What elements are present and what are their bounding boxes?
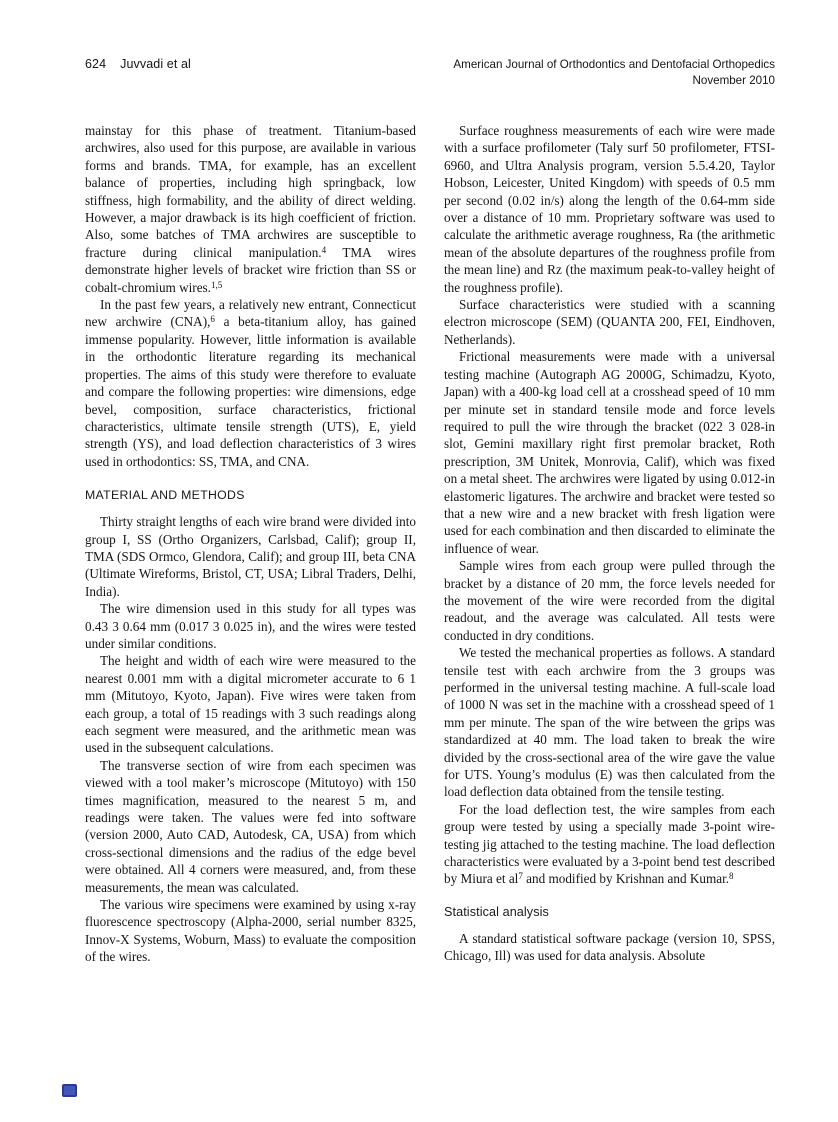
paragraph-surface-roughness: Surface roughness measurements of each wire were made with a surface profilometer (Taly surf 50 profilometer, FTSI-6960, and Ultra Analysis program, version 5.5.4.20, Taylor Hobson, Leicester, United Kingdom) with speeds of 0.5 mm per second (0.02 in/s) along the length of the 0.64-mm side over a distance of 10 mm. Proprietary software was used to calculate the arithmetic average roughness, Ra (the arithmetic mean of the absolute departures of the roughness profile from the mean line) and Rz (the maximum peak-to-valley height of the roughness profile). [444, 123, 775, 295]
section-heading-material-and-methods: MATERIAL AND METHODS [85, 488, 245, 503]
running-head-right [453, 57, 775, 89]
page-header [85, 57, 775, 89]
link-annotation-icon [62, 1084, 77, 1097]
running-head-left [85, 57, 191, 71]
paragraph-intro-continuation: mainstay for this phase of treatment. Titanium-based archwires, also used for this purpose, are available in various forms and brands. TMA, for example, has an excellent balance of properties, including high springback, low stiffness, high formability, and the ability of direct welding. However, a major drawback is its high coefficient of friction. Also, some batches of TMA archwires are susceptible to fracture during clinical manipulation.$^4$ TMA wires demonstrate higher levels of bracket wire friction than SS or cobalt-chromium wires.$^{1,5}$ [85, 123, 416, 295]
paragraph-wire-dimension: The wire dimension used in this study for all types was 0.43 3 0.64 mm (0.017 3 0.025 in), and the wires were tested under similar conditions. [85, 601, 416, 651]
right-column [444, 122, 775, 966]
paragraph-cna-aims: In the past few years, a relatively new entrant, Connecticut new archwire (CNA),$^6$ a beta-titanium alloy, has gained immense popularity. However, little information is available in the orthodontic literature regarding its mechanical properties. The aims of this study were therefore to evaluate and compare the following properties: wire dimensions, edge bevel, composition, surface characteristics, frictional characteristics, ultimate tensile strength (UTS), E, yield strength (YS), and load deflection characteristics of 3 wires used in orthodontics: SS, TMA, and CNA. [85, 297, 416, 469]
paragraph-xray-fluorescence: The various wire specimens were examined by using x-ray fluorescence spectroscopy (Alpha-2000, serial number 8325, Innov-X Systems, Woburn, Mass) to evaluate the composition of the wires. [85, 897, 416, 965]
subsection-heading-statistical-analysis: Statistical analysis [444, 904, 549, 919]
paragraph-sem: Surface characteristics were studied with a scanning electron microscope (SEM) (QUANTA 200, FEI, Eindhoven, Netherlands). [444, 297, 775, 347]
page-number: 624 [85, 57, 107, 71]
paragraph-frictional-measurements: Frictional measurements were made with a universal testing machine (Autograph AG 2000G, Schimadzu, Kyoto, Japan) with a 400-kg load cell at a crosshead speed of 10 mm per minute set in standard tensile mode and force levels required to pull the wire through the bracket (022 3 028-in slot, Gemini maxillary right first premolar bracket, Roth prescription, 3M Unitek, Monrovia, Calif), which was fixed on a metal sheet. The archwires were ligated by using 0.012-in elastomeric ligatures. The archwire and bracket were tested so that a new wire and a new bracket with fresh ligation were used for each combination and then discarded to eliminate the influence of wear. [444, 349, 775, 556]
article-body [85, 122, 775, 966]
paragraph-micrometer-measurement: The height and width of each wire were measured to the nearest 0.001 mm with a digital micrometer accurate to 6 1 mm (Mitutoyo, Kyoto, Japan). Five wires were taken from each group, a total of 15 readings with 3 such readings along each segment were measured, and the arithmetic mean was used in the subsequent calculations. [85, 653, 416, 756]
paragraph-load-deflection-test: For the load deflection test, the wire samples from each group were tested by using a specially made 3-point wire-testing jig attached to the testing machine. The load deflection characteristics were evaluated by a 3-point bend test described by Miura et $al^7$ and modified by Krishnan and Kumar.$^8$ [444, 801, 775, 887]
paragraph-wire-groups: Thirty straight lengths of each wire brand were divided into group I, SS (Ortho Organizers, Carlsbad, Calif); group II, TMA (SDS Ormco, Glendora, Calif); and group III, beta CNA (Ultimate Wireforms, Bristol, CT, USA; Libral Traders, Delhi, India). [85, 514, 416, 599]
paragraph-transverse-section: The transverse section of wire from each specimen was viewed with a tool maker’s microscope (Mitutoyo) with 150 times magnification, measured to the nearest 5 m, and readings were taken. The values were fed into software (version 2000, Auto CAD, Autodesk, CA, USA) from which cross-sectional dimensions and the radius of the edge bevel were obtained. All 4 corners were measured, and, from these measurements, the mean was calculated. [85, 757, 416, 895]
issue-date: November 2010 [692, 74, 775, 87]
left-column [85, 122, 416, 966]
paragraph-mechanical-properties: We tested the mechanical properties as follows. A standard tensile test with each archwire from the 3 groups was performed in the universal testing machine. A full-scale load of 1000 N was set in the machine with a crosshead speed of 1 mm per minute. The span of the wire between the grips was standardized at 40 mm. The load taken to break the wire divided by the cross-sectional area of the wire gave the value for UTS. Young’s modulus (E) was then calculated from the load deflection data obtained from the tensile testing. [444, 645, 775, 800]
paragraph-statistical-software: A standard statistical software package (version 10, SPSS, Chicago, Ill) was used for data analysis. Absolute [444, 930, 775, 964]
running-head-authors: Juvvadi et al [120, 57, 191, 71]
journal-title: American Journal of Orthodontics and Dentofacial Orthopedics [453, 58, 775, 71]
paragraph-sample-wires: Sample wires from each group were pulled through the bracket by a distance of 20 mm, the force levels needed for the movement of the wire were recorded from the digital readout, and the average was calculated. All tests were conducted in dry conditions. [444, 558, 775, 643]
